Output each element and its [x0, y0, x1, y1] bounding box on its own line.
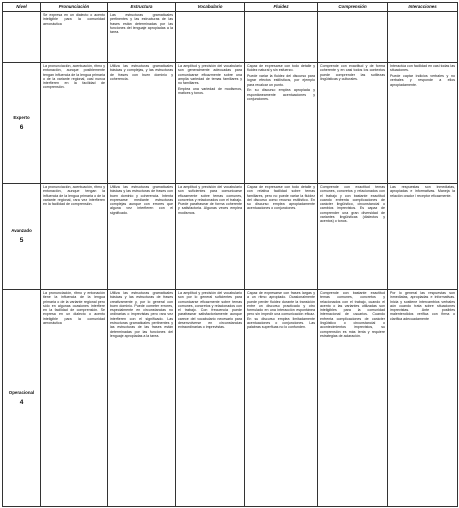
cell-estructura — [108, 12, 176, 63]
cell-paragraph: La pronunciación, acentuación, ritmo y entonación, aunque posiblemente tengan influencia de la lengua primaria o de la variante regional, casi nunca interfieren en la facilidad de comprensión. — [43, 64, 105, 90]
cell-estructura — [108, 184, 176, 290]
cell-comprension — [318, 12, 388, 63]
cell-interacciones — [388, 63, 458, 184]
rubric-body — [3, 12, 458, 507]
cell-paragraph: Comprende con exactitud temas comunes, concretos y relacionados con el trabajo y con bastante exactitud cuando enfrenta complicaciones de carácter lingüístico, circunstancial o cambios imprevistos. Es capaz de comprender una gran diversidad de variantes lingüísticas (dialectos y acentos) o tonos. — [320, 185, 385, 224]
header-fluidez: Fluidez — [245, 3, 318, 12]
level-name: Avanzado — [11, 228, 32, 233]
cell-fluidez — [245, 12, 318, 63]
cell-vocabulario — [176, 12, 245, 63]
cell-paragraph: Comprende con exactitud y de forma coherente y en casi todos los contextos puede comprender las sutilezas lingüísticas y culturales. — [320, 64, 385, 81]
level-name: Experto — [13, 114, 30, 120]
header-vocabulario: Vocabulario — [176, 3, 245, 12]
cell-comprension — [318, 63, 388, 184]
table-row — [3, 63, 458, 184]
cell-fluidez — [245, 63, 318, 184]
cell-interacciones — [388, 290, 458, 507]
level-name: Operacional — [8, 389, 35, 395]
cell-paragraph: Capaz de expresarse con frases largas y a un ritmo apropiado. Ocasionalmente puede perder fluidez durante la transición entre un discurso practicado y otro formulado en una interacción espontánea pero sin impedir una comunicación eficaz. En su discurso emplea limitadamente acentuaciones o conjunciones. Las palabras superfluas no lo confunden. — [247, 291, 315, 330]
cell-paragraph: La pronunciación, ritmo y entonación tiene la influencia de la lengua primaria o de la variante regional pero sólo en algunas ocasiones interfiere en la facilidad de comprensión. Se expresa en un dialecto o acento inteligible para la comunidad aeronáutica — [43, 291, 105, 326]
cell-paragraph: Las respuestas son inmediatas, apropiadas e informativas. Maneja la relación orador / receptor eficazmente. — [390, 185, 455, 198]
cell-paragraph: Utiliza las estructuras gramaticales básicas y las estructuras de frases con buen dominio y coherencia. Intenta expresarse mediante estructuras complejas aunque con errores que alguna vez interfieren con el significado. — [110, 185, 173, 215]
cell-paragraph: Capaz de expresarse con todo detalle y con relativa facilidad sobre temas familiares, pero no puede variar la fluidez del discurso como recurso estilístico. En su discurso emplea apropiadamente acentuaciones o conjunciones. — [247, 185, 315, 211]
cell-paragraph: Capaz de expresarse con todo detalle y fluidez natural y sin esfuerzo. — [247, 64, 315, 73]
cell-comprension — [318, 184, 388, 290]
cell-pronunciacion — [41, 290, 108, 507]
cell-paragraph: Utiliza las estructuras gramaticales básicas y las estructuras de frases creativamente y, por lo general con buen dominio. Puede cometer errores, especialmente en circunstancias no ordinarias o imprevistas pero rara vez interfieren con el significado. Las estructuras gramaticales pertinentes y las estructuras de las frases están determinadas por las funciones del lenguaje apropiadas a la tarea. — [110, 291, 173, 338]
cell-paragraph: La pronunciación, acentuación, ritmo y entonación, aunque tengan la influencia de la lengua primaria o de la variante regional, rara vez interfieren en la facilidad de comprensión. — [43, 185, 105, 207]
cell-vocabulario — [176, 63, 245, 184]
cell-fluidez — [245, 184, 318, 290]
cell-interacciones — [388, 12, 458, 63]
cell-pronunciacion — [41, 12, 108, 63]
cell-paragraph: Emplea una variedad de modismos, matices y tonos. — [178, 86, 242, 96]
cell-paragraph: La amplitud y precisión del vocabulario son por lo general suficientes para comunicarse eficazmente sobre temas comunes, concretos y relacionados con el trabajo. Con frecuencia puede parafrasear satisfactoriamente aunque carece del vocabulario necesario para desenvolverse en circunstancias extraordinarias o imprevistas. — [178, 291, 242, 330]
header-pronunciacion: Pronunciación — [41, 3, 108, 12]
table-row — [3, 12, 458, 63]
cell-paragraph: Utiliza las estructuras gramaticales básicas y complejas, y las estructuras de frases con buen dominio y coherencia. — [110, 64, 173, 81]
header-estructura: Estructura — [108, 3, 176, 12]
level-cell — [3, 290, 41, 507]
cell-paragraph: Comprende con bastante exactitud temas comunes, concretos y relacionados con el trabajo, cuando el acento o las variantes utilizadas son inteligibles para la comunidad internacional de usuarios. Cuando enfrenta complicaciones de carácter lingüístico o circunstancial o acontecimientos imprevistos, su comprensión es más lenta y requiere estrategias de aclaración. — [320, 291, 385, 338]
level-number: 6 — [19, 123, 24, 131]
header-nivel: Nivel — [3, 3, 41, 12]
cell-fluidez — [245, 290, 318, 507]
cell-vocabulario — [176, 184, 245, 290]
table-row — [3, 184, 458, 290]
cell-paragraph: La amplitud y precisión del vocabulario son suficientes para comunicarse eficazmente sobre temas comunes, concretos y relacionados con el trabajo. Puede parafrasear de forma coherente y satisfactoria. Algunas veces emplea modismos. — [178, 185, 242, 215]
cell-interacciones — [388, 184, 458, 290]
header-comprension: Comprensión — [318, 3, 388, 12]
cell-comprension — [318, 290, 388, 507]
cell-estructura — [108, 63, 176, 184]
level-number: 5 — [19, 237, 24, 244]
cell-vocabulario — [176, 290, 245, 507]
level-cell — [3, 184, 41, 290]
rubric-table-container — [2, 2, 457, 506]
header-row — [3, 3, 458, 12]
cell-paragraph: La amplitud y precisión del vocabulario son generalmente adecuadas para comunicarse eficazmente sobre una amplia variedad de temas familiares y no familiares. — [178, 64, 242, 86]
cell-paragraph: Las estructuras gramaticales pertinentes y las estructuras de las frases están determinadas por las funciones del lenguaje apropiadas a la tarea. — [110, 13, 173, 35]
cell-pronunciacion — [41, 63, 108, 184]
level-cell — [3, 63, 41, 184]
level-number: 4 — [19, 398, 24, 406]
header-interacciones: Interacciones — [388, 3, 458, 12]
table-row — [3, 290, 458, 507]
cell-paragraph: Puede variar la fluidez del discurso para lograr efectos estilísticos, por ejemplo para recalcar un punto. — [247, 74, 315, 87]
cell-paragraph: Puede captar indicios verbales y no verbales y responde a ellos apropiadamente. — [390, 74, 455, 87]
level-cell — [3, 12, 41, 63]
cell-pronunciacion — [41, 184, 108, 290]
cell-estructura — [108, 290, 176, 507]
cell-paragraph: En su discurso emplea apropiada y espontáneamente acentuaciones y conjunciones. — [247, 88, 315, 102]
cell-paragraph: Se expresa en un dialecto o acento inteligible para la comunidad aeronáutica — [43, 13, 105, 26]
rubric-table — [2, 2, 458, 507]
cell-paragraph: Por lo general las respuestas son inmediatas, apropiadas e informativas. Inicia y sostiene intercambios verbales aún cuando trata sobre situaciones imprevistas. Ante posibles malentendidos verifica con firma o clarifica adecuadamente — [390, 291, 455, 321]
cell-paragraph: Interactúa con facilidad en casi todas las situaciones. — [390, 64, 455, 73]
